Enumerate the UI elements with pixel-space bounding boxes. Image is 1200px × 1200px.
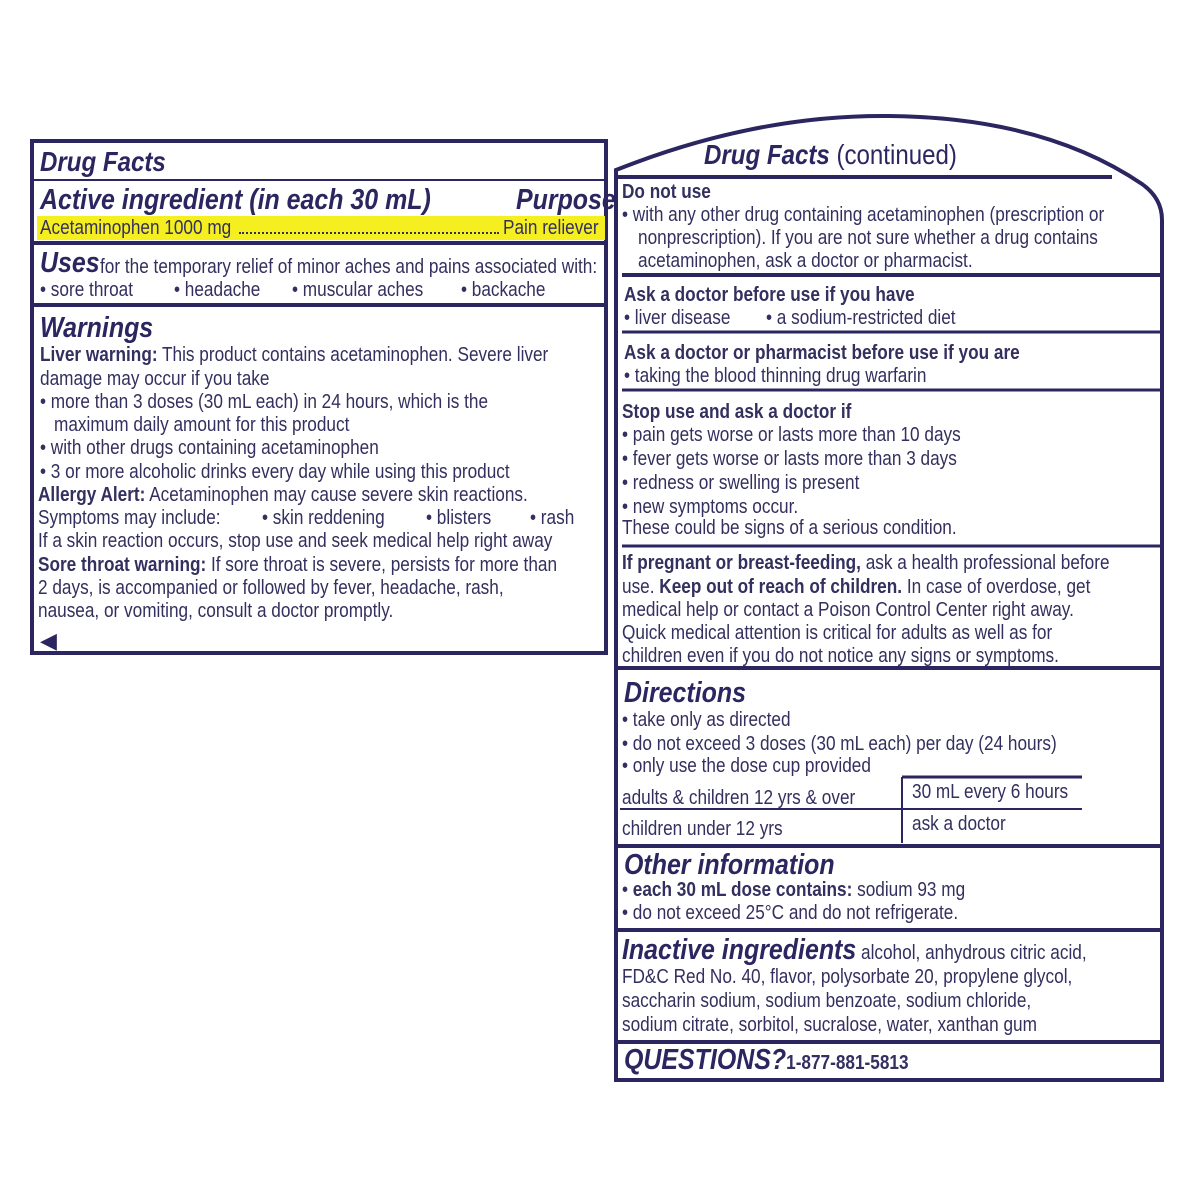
divider bbox=[34, 241, 604, 245]
liver-bullet-cont: maximum daily amount for this product bbox=[54, 414, 350, 436]
purpose-header: Purpose bbox=[516, 184, 616, 216]
inactive-ingredients-text: saccharin sodium, sodium benzoate, sodium chloride, bbox=[622, 990, 1032, 1012]
inactive-ingredients-text: sodium citrate, sorbitol, sucralose, water, xanthan gum bbox=[622, 1014, 1037, 1036]
drug-facts-panel-right bbox=[612, 110, 1172, 1090]
uses-item: • backache bbox=[461, 279, 546, 301]
uses-item: • sore throat bbox=[40, 279, 134, 301]
liver-bullet: • with other drugs containing acetaminophen bbox=[40, 437, 379, 459]
inactive-ingredients: Inactive ingredients alcohol, anhydrous citric acid, bbox=[622, 934, 1087, 966]
liver-warning: Liver warning: This product contains acetaminophen. Severe liver bbox=[40, 344, 549, 366]
divider bbox=[34, 179, 604, 181]
uses-text: for the temporary relief of minor aches and pains associated with: bbox=[100, 256, 598, 278]
stop-use-item: • new symptoms occur. bbox=[622, 496, 799, 518]
ask-doctor-item: • liver disease bbox=[624, 307, 731, 329]
stop-use-item: • redness or swelling is present bbox=[622, 472, 860, 494]
stop-use-item: • pain gets worse or lasts more than 10 days bbox=[622, 424, 961, 446]
pregnancy-text: medical help or contact a Poison Control Center right away. bbox=[622, 599, 1074, 621]
directions-item: • do not exceed 3 doses (30 mL each) per day (24 hours) bbox=[622, 733, 1057, 755]
dose-age-cell: adults & children 12 yrs & over bbox=[622, 787, 856, 809]
uses-item: • muscular aches bbox=[292, 279, 424, 301]
active-ingredient-name: Acetaminophen 1000 mg bbox=[40, 217, 232, 239]
do-not-use-text: • with any other drug containing acetaminophen (prescription or bbox=[622, 204, 1105, 226]
liver-bullet: • 3 or more alcoholic drinks every day while using this product bbox=[40, 461, 510, 483]
symptoms-label: Symptoms may include: bbox=[38, 507, 221, 529]
liver-warning-cont: damage may occur if you take bbox=[40, 368, 270, 390]
uses-heading: Uses bbox=[40, 247, 100, 279]
dose-age-cell: children under 12 yrs bbox=[622, 818, 783, 840]
ask-doctor-item: • a sodium-restricted diet bbox=[766, 307, 956, 329]
drug-facts-continued-title: Drug Facts (continued) bbox=[704, 139, 957, 170]
skin-reaction-text: If a skin reaction occurs, stop use and seek medical help right away bbox=[38, 530, 553, 552]
inactive-ingredients-text: FD&C Red No. 40, flavor, polysorbate 20, propylene glycol, bbox=[622, 966, 1073, 988]
sore-throat-warning: Sore throat warning: If sore throat is severe, persists for more than bbox=[38, 554, 558, 576]
directions-item: • take only as directed bbox=[622, 709, 791, 731]
drug-facts-panel-left bbox=[30, 139, 616, 655]
active-ingredient-purpose: Pain reliever bbox=[503, 217, 599, 239]
continue-arrow-icon: ◀ bbox=[40, 628, 57, 653]
stop-use-item: • fever gets worse or lasts more than 3 days bbox=[622, 448, 957, 470]
symptom-item: • rash bbox=[530, 507, 575, 529]
drug-facts-title: Drug Facts bbox=[40, 146, 166, 177]
pregnancy-text: children even if you do not notice any signs or symptoms. bbox=[622, 645, 1059, 667]
active-ingredient-header: Active ingredient (in each 30 mL) bbox=[40, 184, 431, 216]
questions-line: QUESTIONS?1-877-881-5813 bbox=[624, 1044, 909, 1076]
ask-doctor-heading: Ask a doctor before use if you have bbox=[624, 284, 915, 306]
stop-use-heading: Stop use and ask a doctor if bbox=[622, 401, 852, 423]
other-info-item: • each 30 mL dose contains: sodium 93 mg bbox=[622, 879, 966, 901]
pregnancy-warning: If pregnant or breast-feeding, ask a health professional before bbox=[622, 552, 1110, 574]
liver-bullet: • more than 3 doses (30 mL each) in 24 hours, which is the bbox=[40, 391, 489, 413]
warnings-heading: Warnings bbox=[40, 312, 154, 344]
stop-use-note: These could be signs of a serious condition. bbox=[622, 517, 957, 539]
symptom-item: • skin reddening bbox=[262, 507, 385, 529]
other-info-item: • do not exceed 25°C and do not refrigerate. bbox=[622, 902, 959, 924]
ask-pharmacist-item: • taking the blood thinning drug warfarin bbox=[624, 365, 927, 387]
allergy-alert: Allergy Alert: Acetaminophen may cause severe skin reactions. bbox=[38, 484, 528, 506]
sore-throat-cont: 2 days, is accompanied or followed by fever, headache, rash, bbox=[38, 577, 504, 599]
ask-pharmacist-heading: Ask a doctor or pharmacist before use if you are bbox=[624, 342, 1020, 364]
pregnancy-text: Quick medical attention is critical for adults as well as for bbox=[622, 622, 1053, 644]
do-not-use-text: acetaminophen, ask a doctor or pharmacist. bbox=[638, 250, 973, 272]
do-not-use-heading: Do not use bbox=[622, 181, 711, 203]
sore-throat-cont: nausea, or vomiting, consult a doctor promptly. bbox=[38, 600, 394, 622]
uses-item: • headache bbox=[174, 279, 261, 301]
dot-leader bbox=[239, 232, 499, 234]
keep-out-of-reach: use. Keep out of reach of children. In case of overdose, get bbox=[622, 576, 1091, 598]
divider bbox=[34, 303, 604, 307]
directions-heading: Directions bbox=[624, 677, 746, 709]
active-ingredient-row bbox=[37, 216, 605, 240]
dose-amount-cell: 30 mL every 6 hours bbox=[912, 781, 1069, 803]
directions-item: • only use the dose cup provided bbox=[622, 755, 871, 777]
symptom-item: • blisters bbox=[426, 507, 492, 529]
dose-amount-cell: ask a doctor bbox=[912, 813, 1006, 835]
do-not-use-text: nonprescription). If you are not sure whether a drug contains bbox=[638, 227, 1098, 249]
other-info-heading: Other information bbox=[624, 849, 835, 881]
